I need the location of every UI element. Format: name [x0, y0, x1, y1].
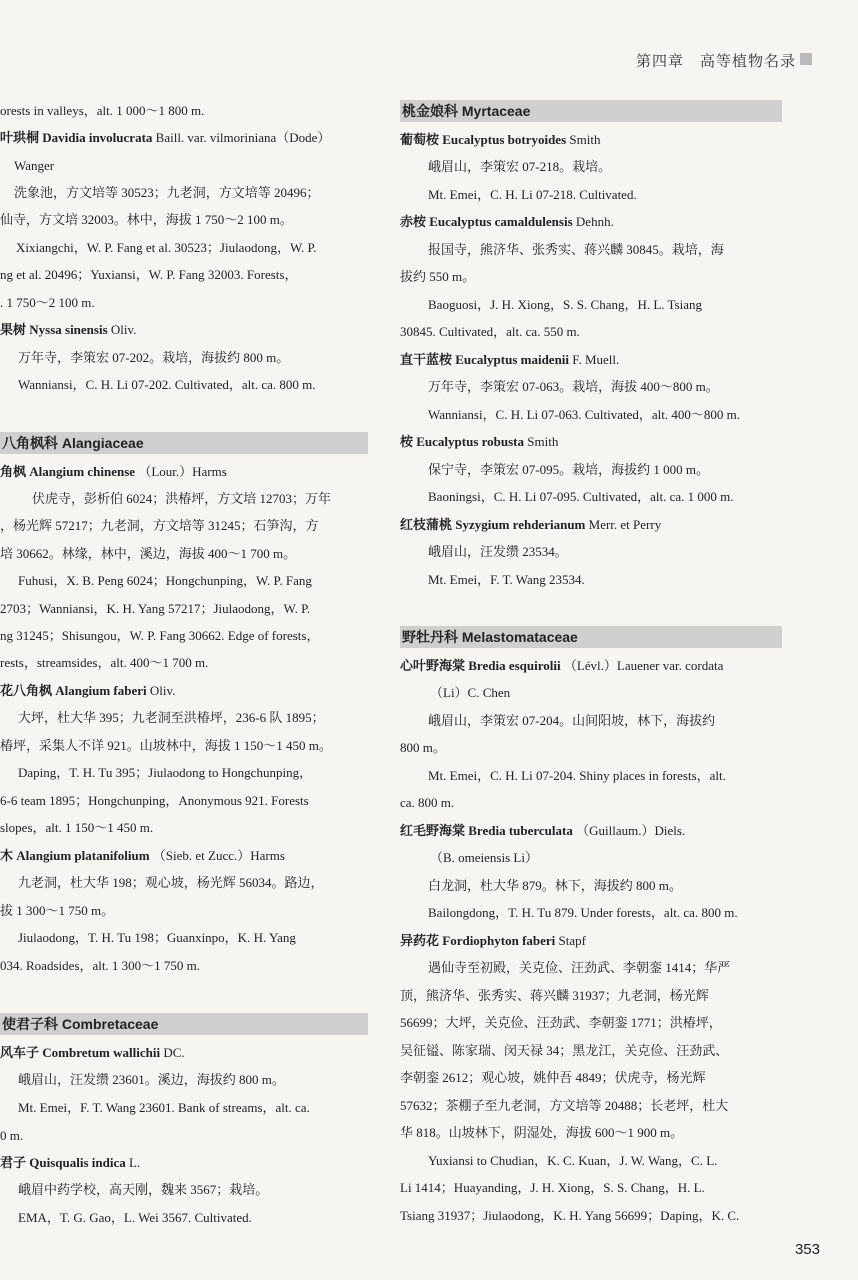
text-line: . 1 750～2 100 m. [0, 295, 95, 310]
text-line: orests in valleys，alt. 1 000～1 800 m. [0, 103, 205, 118]
text-line: 57632；茶棚子至九老洞，方文培等 20488；长老坪，杜大 [400, 1098, 729, 1113]
text-line: Mt. Emei，C. H. Li 07-204. Shiny places in forests，alt. [428, 768, 726, 783]
species-binomial: 红毛野海棠 Bredia tuberculata [400, 823, 573, 838]
species-binomial: 风车子 Combretum wallichii [0, 1045, 161, 1060]
text-line: ca. 800 m. [400, 795, 455, 810]
family-heading: 野牡丹科 Melastomataceae [400, 626, 782, 648]
text-line: ng et al. 20496；Yuxiansi，W. P. Fang 32003. Forests， [0, 267, 298, 282]
text-line: 万年寺，李策宏 07-063。栽培，海拔 400～800 m。 [428, 379, 719, 394]
text-line: 保宁寺，李策宏 07-095。栽培，海拔约 1 000 m。 [428, 462, 709, 477]
species-binomial: 叶珙桐 Davidia involucrata [0, 130, 153, 145]
species-author: Oliv. [110, 322, 137, 337]
species-author: Dehnh. [575, 214, 614, 229]
text-line: Xixiangchi，W. P. Fang et al. 30523；Jiulaodong，W. P. [16, 240, 317, 255]
family-heading: 八角枫科 Alangiaceae [0, 432, 368, 454]
text-line: Baoguosi，J. H. Xiong，S. S. Chang，H. L. Tsiang [428, 297, 703, 312]
species-binomial: 木 Alangium platanifolium [0, 848, 150, 863]
text-line: 培 30662。林缘，林中，溪边，海拔 400～1 700 m。 [0, 546, 297, 561]
text-line: ，杨光辉 57217；九老洞，方文培等 31245；石笋沟，方 [0, 518, 319, 533]
text-line: 800 m。 [400, 740, 446, 755]
species-name [400, 351, 619, 369]
text-line: Tsiang 31937；Jiulaodong，K. H. Yang 56699；Daping，K. C. [400, 1208, 740, 1223]
text-line: 顶，熊济华、张秀实、蒋兴麟 31937；九老洞，杨光辉 [400, 988, 709, 1003]
text-line: Mt. Emei，F. T. Wang 23601. Bank of streams，alt. ca. [18, 1100, 310, 1115]
species-name [0, 129, 330, 147]
species-name [0, 682, 175, 700]
text-line: 遇仙寺至初殿，关克俭、汪劲武、李朝銮 1414；华严 [428, 960, 731, 975]
text-line: Baoningsi，C. H. Li 07-095. Cultivated，alt. ca. 1 000 m. [428, 489, 734, 504]
text-line: Mt. Emei，C. H. Li 07-218. Cultivated. [428, 187, 637, 202]
text-line: 仙寺，方文培 32003。林中，海拔 1 750～2 100 m。 [0, 212, 293, 227]
text-line: 峨眉山，李策宏 07-218。栽培。 [428, 159, 612, 174]
text-line: 李朝銮 2612；观心坡，姚仲吾 4849；伏虎寺，杨光辉 [400, 1070, 706, 1085]
text-line: Yuxiansi to Chudian，K. C. Kuan，J. W. Wang，C. L. [428, 1153, 718, 1168]
species-name [0, 1154, 140, 1172]
species-author: DC. [163, 1045, 185, 1060]
species-binomial: 花八角枫 Alangium faberi [0, 683, 147, 698]
species-binomial: 葡萄桉 Eucalyptus botryoides [400, 132, 567, 147]
species-name [0, 847, 285, 865]
family-heading: 桃金娘科 Myrtaceae [400, 100, 782, 122]
text-line: （Li）C. Chen [430, 685, 511, 700]
text-line: 0 m. [0, 1128, 24, 1143]
species-binomial: 果树 Nyssa sinensis [0, 322, 108, 337]
species-binomial: 异药花 Fordiophyton faberi [400, 933, 556, 948]
species-author: Merr. et Perry [588, 517, 662, 532]
species-name [0, 1044, 185, 1062]
species-author: Smith [569, 132, 601, 147]
species-author: Baill. var. vilmoriniana（Dode） [155, 130, 331, 145]
text-line: 30845. Cultivated，alt. ca. 550 m. [400, 324, 580, 339]
text-line: 2703；Wanniansi，K. H. Yang 57217；Jiulaodong，W. P. [0, 601, 311, 616]
text-line: 6-6 team 1895；Hongchunping，Anonymous 921. Forests [0, 793, 309, 808]
text-line: 万年寺，李策宏 07-202。栽培，海拔约 800 m。 [18, 350, 290, 365]
text-line: Wanger [14, 158, 55, 173]
family-heading: 使君子科 Combretaceae [0, 1013, 368, 1035]
species-author: Stapf [558, 933, 586, 948]
text-line: ng 31245；Shisungou，W. P. Fang 30662. Edge of forests， [0, 628, 320, 643]
text-line: Li 1414；Huayanding，J. H. Xiong，S. S. Chang，H. L. [400, 1180, 705, 1195]
species-author: F. Muell. [572, 352, 620, 367]
species-binomial: 直干蓝桉 Eucalyptus maidenii [400, 352, 570, 367]
page-number: 353 [794, 1241, 820, 1258]
text-line: Jiulaodong，T. H. Tu 198；Guanxinpo，K. H. Yang [18, 930, 296, 945]
text-line: 峨眉中药学校，高天刚，魏来 3567；栽培。 [18, 1182, 269, 1197]
text-line: 洗象池，方文培等 30523；九老洞，方文培等 20496； [14, 185, 320, 200]
text-line: 拔 1 300～1 750 m。 [0, 903, 115, 918]
species-binomial: 桉 Eucalyptus robusta [400, 434, 525, 449]
text-line: rests，streamsides，alt. 400～1 700 m. [0, 655, 209, 670]
species-name [400, 516, 661, 534]
text-line: Daping，T. H. Tu 395；Jiulaodong to Hongchunping， [18, 765, 313, 780]
species-name [400, 433, 558, 451]
text-line: （B. omeiensis Li） [430, 850, 538, 865]
text-line: Fuhusi，X. B. Peng 6024；Hongchunping，W. P. Fang [18, 573, 312, 588]
species-author: （Sieb. et Zucc.）Harms [152, 848, 285, 863]
species-binomial: 心叶野海棠 Bredia esquirolii [400, 658, 561, 673]
text-line: 华 818。山坡林下，阴湿处，海拔 600～1 900 m。 [400, 1125, 684, 1140]
species-author: L. [128, 1155, 141, 1170]
header-marker [800, 53, 812, 65]
text-line: 峨眉山，李策宏 07-204。山间阳坡，林下，海拔约 [428, 713, 716, 728]
running-header: 第四章 高等植物名录 [635, 54, 796, 70]
text-line: Wanniansi，C. H. Li 07-202. Cultivated，alt. ca. 800 m. [18, 377, 316, 392]
species-author: （Lour.）Harms [138, 464, 227, 479]
species-name [0, 463, 227, 481]
text-line: 034. Roadsides，alt. 1 300～1 750 m. [0, 958, 201, 973]
species-binomial: 红枝蒲桃 Syzygium rehderianum [400, 517, 586, 532]
text-line: 峨眉山，汪发缵 23534。 [428, 544, 568, 559]
text-line: 56699；大坪，关克俭、汪劲武、李朝銮 1771；洪椿坪， [400, 1015, 722, 1030]
species-binomial: 角枫 Alangium chinense [0, 464, 136, 479]
species-name [400, 932, 586, 950]
text-line: Mt. Emei，F. T. Wang 23534. [428, 572, 585, 587]
text-line: 拔约 550 m。 [400, 269, 476, 284]
text-line: 伏虎寺，彭析伯 6024；洪椿坪，方文培 12703；万年 [32, 491, 332, 506]
text-line: Bailongdong，T. H. Tu 879. Under forests，alt. ca. 800 m. [428, 905, 738, 920]
text-line: Wanniansi，C. H. Li 07-063. Cultivated，alt. 400～800 m. [428, 407, 741, 422]
text-line: 大坪，杜大华 395；九老洞至洪椿坪，236-6 队 1895； [18, 710, 325, 725]
text-line: slopes，alt. 1 150～1 450 m. [0, 820, 154, 835]
text-line: 报国寺，熊济华、张秀实、蒋兴麟 30845。栽培，海 [428, 242, 724, 257]
species-author: （Guillaum.）Diels. [576, 823, 686, 838]
text-line: 吴征镒、陈家瑞、闵天禄 34；黑龙江，关克俭、汪劲武、 [400, 1043, 729, 1058]
species-name [400, 657, 723, 675]
species-author: （Lévl.）Lauener var. cordata [563, 658, 724, 673]
text-line: 椿坪，采集人不详 921。山坡林中，海拔 1 150～1 450 m。 [0, 738, 332, 753]
text-line: EMA，T. G. Gao，L. Wei 3567. Cultivated. [18, 1210, 252, 1225]
species-binomial: 君子 Quisqualis indica [0, 1155, 126, 1170]
species-name [400, 822, 685, 840]
species-binomial: 赤桉 Eucalyptus camaldulensis [400, 214, 573, 229]
species-name [400, 213, 614, 231]
species-name [400, 131, 600, 149]
text-line: 峨眉山，汪发缵 23601。溪边，海拔约 800 m。 [18, 1072, 285, 1087]
species-author: Smith [527, 434, 559, 449]
species-name [0, 321, 136, 339]
text-line: 九老洞，杜大华 198；观心坡，杨光辉 56034。路边， [18, 875, 324, 890]
species-author: Oliv. [149, 683, 176, 698]
text-line: 白龙洞，杜大华 879。林下，海拔约 800 m。 [428, 878, 682, 893]
